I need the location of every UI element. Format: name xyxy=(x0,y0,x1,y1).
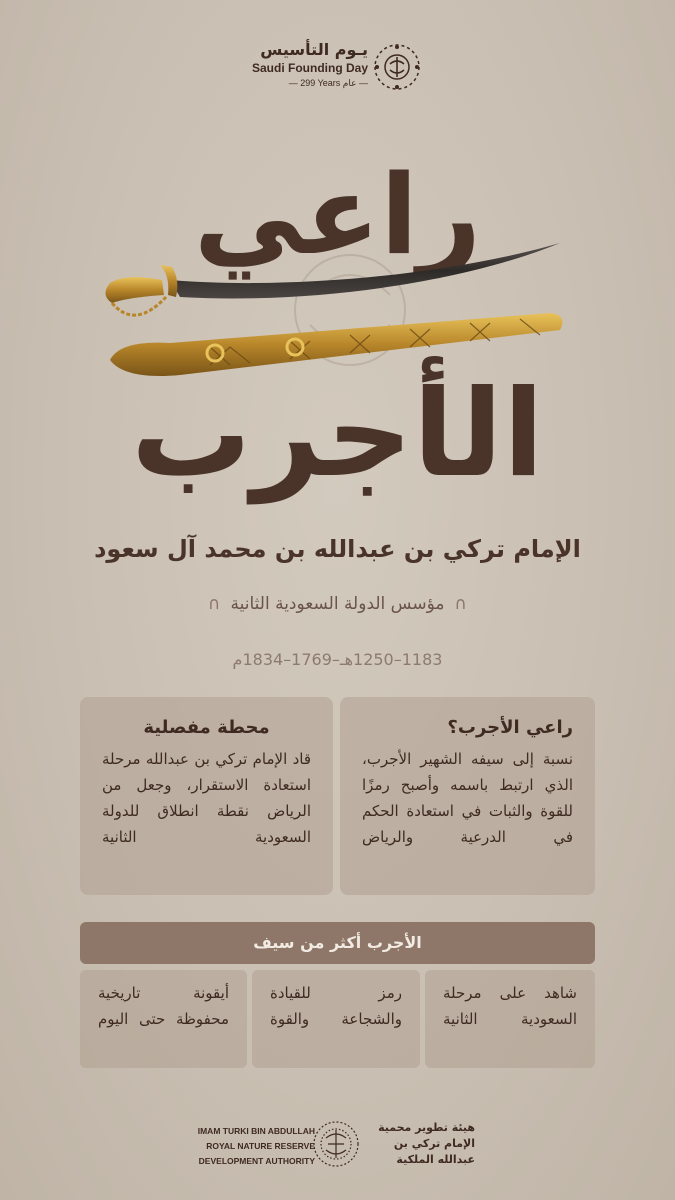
sword-blade xyxy=(170,243,560,298)
imam-name: الإمام تركي بن عبدالله بن محمد آل سعود xyxy=(94,535,581,563)
authority-name-arabic: هيئة تطوير محمية الإمام تركي بن عبدالله الملكية xyxy=(378,1121,475,1166)
ornament-icon: ∩ xyxy=(454,594,467,614)
fact-box: شاهد على مرحلة السعودية الثانية xyxy=(425,970,595,1068)
founding-day-arabic: يـوم التأسيس xyxy=(260,40,368,59)
card-pivotal-station xyxy=(80,697,333,895)
authority-name-english: IMAM TURKI BIN ABDULLAH ROYAL NATURE RESERVE DEVELOPMENT AUTHORITY xyxy=(197,1126,315,1166)
card-body: نسبة إلى سيفه الشهير الأجرب، الذي ارتبط باسمه وأصبح رمزًا للقوة والثبات في استعادة الحكم في الدرعية والرياض xyxy=(362,750,573,846)
more-than-sword-banner: الأجرب أكثر من سيف xyxy=(80,922,595,964)
founder-line xyxy=(0,594,675,614)
founding-day-years: — 299 Years عام — xyxy=(288,78,368,88)
ornament-icon: ∩ xyxy=(208,594,221,614)
sword-grip xyxy=(105,277,164,303)
founding-day-emblem-icon xyxy=(372,42,422,92)
founder-text: مؤسس الدولة السعودية الثانية xyxy=(230,594,445,614)
authority-logo-icon xyxy=(310,1116,362,1176)
founding-day-english: Saudi Founding Day xyxy=(252,61,368,75)
card-rai-al-ajrab xyxy=(340,697,595,895)
fact-box: رمز للقيادة والشجاعة والقوة xyxy=(252,970,420,1068)
title-ajrab: الأجرب xyxy=(131,365,544,504)
life-dates: 1183–1250هـ–1769–1834م xyxy=(232,650,443,669)
card-heading: راعي الأجرب؟ xyxy=(447,717,573,738)
fact-box: أيقونة تاريخية محفوظة حتى اليوم xyxy=(80,970,247,1068)
title-rai: راعي xyxy=(193,151,482,279)
founding-day-wordmark xyxy=(250,40,368,100)
card-body: قاد الإمام تركي بن عبدالله مرحلة استعادة الاستقرار، وجعل من الرياض نقطة انطلاق للدولة السعودية الثانية xyxy=(102,750,311,846)
card-heading: محطة مفصلية xyxy=(143,717,270,738)
